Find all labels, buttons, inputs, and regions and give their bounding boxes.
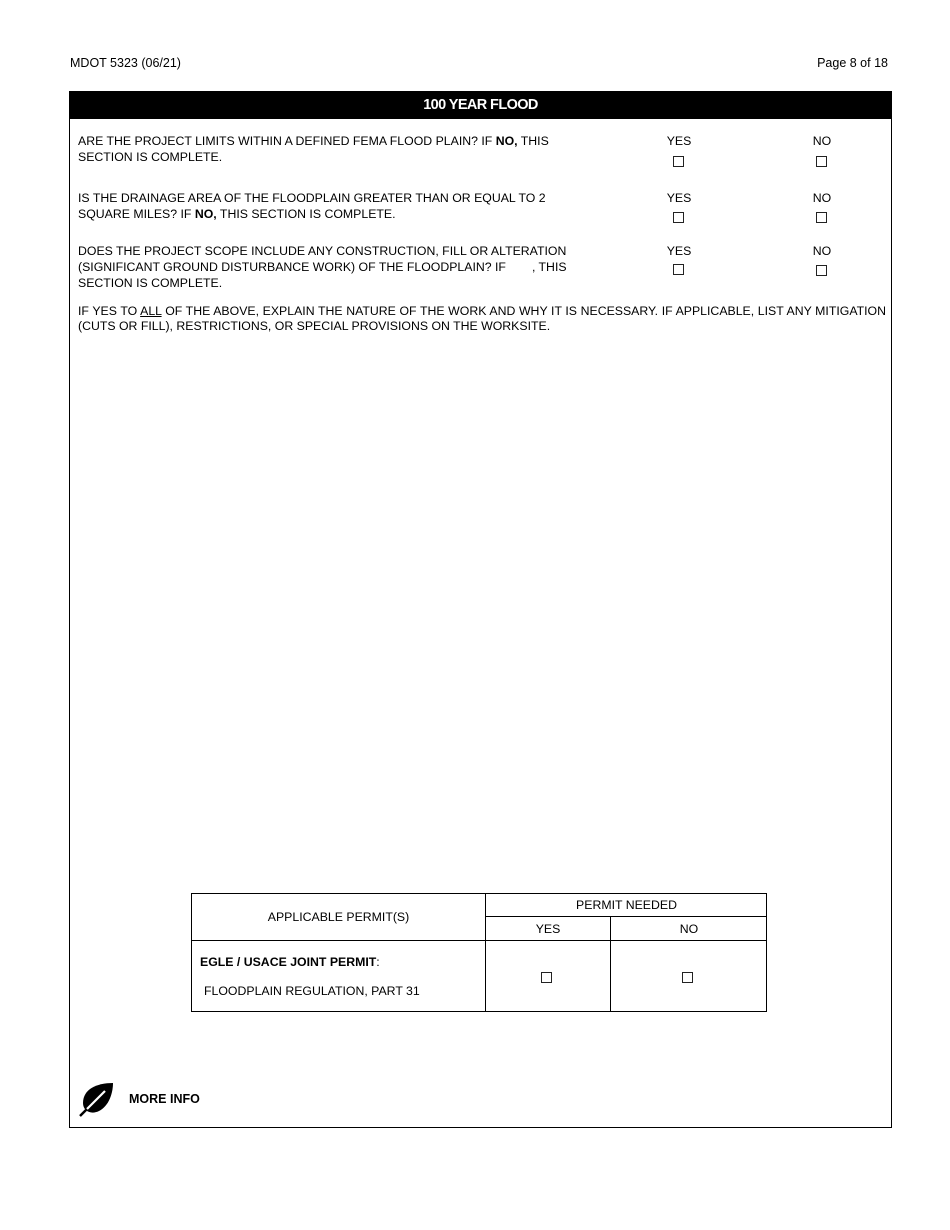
permit-no-checkbox[interactable] bbox=[682, 972, 693, 983]
permit-row-title: EGLE / USACE JOINT PERMIT: bbox=[200, 955, 380, 969]
permit-row-subtitle: FLOODPLAIN REGULATION, PART 31 bbox=[204, 984, 420, 998]
q2-yes-label: YES bbox=[666, 191, 692, 205]
q1-yes-checkbox[interactable] bbox=[673, 156, 684, 167]
q3-yes-label: YES bbox=[666, 244, 692, 258]
more-info-link[interactable]: MORE INFO bbox=[129, 1092, 200, 1106]
question-3: DOES THE PROJECT SCOPE INCLUDE ANY CONSTRUCTION, FILL OR ALTERATION (SIGNIFICANT GROUND DISTURBANCE WORK) OF THE FLOODPLAIN? IF , THIS SECTION IS COMPLETE. bbox=[78, 244, 567, 290]
section-title: 100 YEAR FLOOD bbox=[70, 92, 891, 119]
question-2: IS THE DRAINAGE AREA OF THE FLOODPLAIN GREATER THAN OR EQUAL TO 2 SQUARE MILES? IF NO, THIS SECTION IS COMPLETE. bbox=[78, 191, 546, 221]
q3-yes-checkbox[interactable] bbox=[673, 264, 684, 275]
leaf-icon[interactable] bbox=[79, 1081, 115, 1117]
form-id: MDOT 5323 (06/21) bbox=[70, 56, 181, 70]
permit-yes-header: YES bbox=[535, 922, 561, 936]
permit-yes-checkbox[interactable] bbox=[541, 972, 552, 983]
explanation-area[interactable] bbox=[78, 342, 883, 862]
q1-yes-label: YES bbox=[666, 134, 692, 148]
q2-no-checkbox[interactable] bbox=[816, 212, 827, 223]
applicable-permits-header: APPLICABLE PERMIT(S) bbox=[267, 910, 410, 924]
permit-table bbox=[191, 893, 767, 1012]
q1-no-label: NO bbox=[812, 134, 832, 148]
permit-no-header: NO bbox=[679, 922, 699, 936]
q2-yes-checkbox[interactable] bbox=[673, 212, 684, 223]
explanation-prompt: IF YES TO ALL OF THE ABOVE, EXPLAIN THE NATURE OF THE WORK AND WHY IT IS NECESSARY. IF APPLICABLE, LIST ANY MITIGATION (CUTS OR FILL), RESTRICTIONS, OR SPECIAL PROVISIONS ON THE WORKSITE. bbox=[78, 304, 886, 333]
q3-no-label: NO bbox=[812, 244, 832, 258]
q3-no-checkbox[interactable] bbox=[816, 265, 827, 276]
question-1: ARE THE PROJECT LIMITS WITHIN A DEFINED FEMA FLOOD PLAIN? IF NO, THIS SECTION IS COMPLETE. bbox=[78, 134, 549, 164]
q2-no-label: NO bbox=[812, 191, 832, 205]
q1-no-checkbox[interactable] bbox=[816, 156, 827, 167]
permit-needed-header: PERMIT NEEDED bbox=[576, 898, 677, 912]
page-number: Page 8 of 18 bbox=[817, 56, 888, 70]
